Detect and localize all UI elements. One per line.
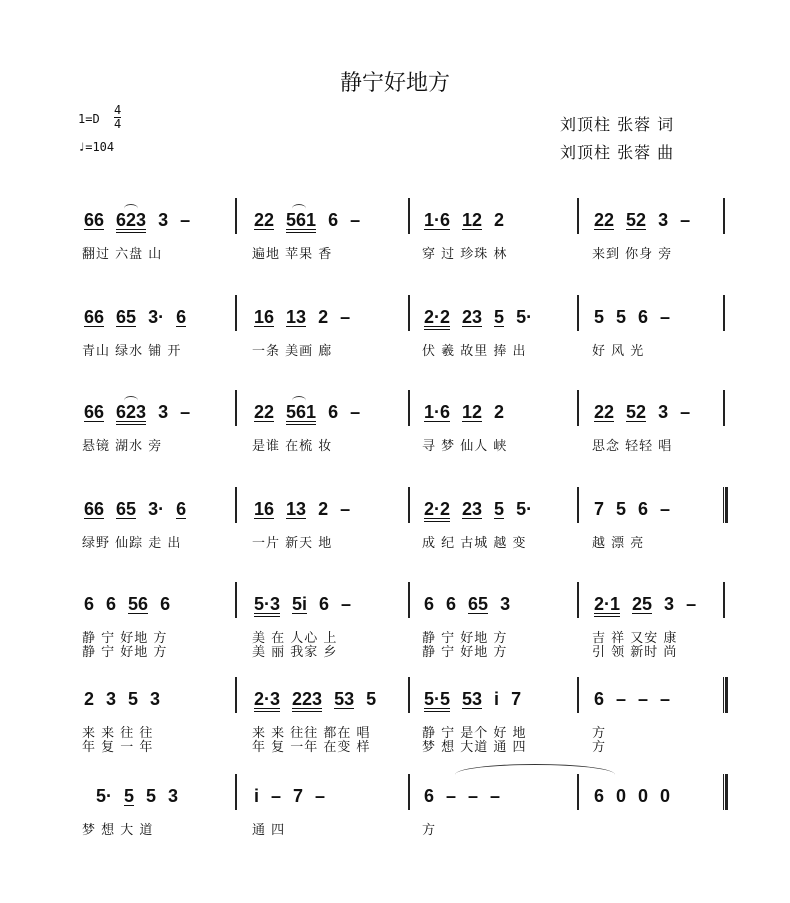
song-title: 静宁好地方: [339, 71, 450, 96]
note: 561: [286, 403, 316, 425]
lyric-line: 方: [592, 726, 607, 741]
note: 5·: [516, 307, 533, 327]
lyrics: [422, 537, 527, 551]
note: 5: [494, 499, 505, 519]
note: –: [638, 689, 649, 709]
note: 65: [116, 499, 137, 519]
measure: [424, 689, 533, 719]
lyric-line: 伏 羲 故里 捧 出: [422, 344, 527, 359]
barline: [408, 295, 410, 331]
note: 561: [286, 211, 316, 233]
lyric-line: 年 复 一 年: [82, 740, 154, 755]
note: 7: [293, 786, 304, 806]
note: 52: [626, 402, 647, 422]
barline: [235, 774, 237, 810]
note: 5i: [292, 594, 308, 614]
note: 5: [594, 307, 605, 327]
lyrics: [592, 248, 672, 262]
score-line: [0, 594, 790, 684]
note: 13: [286, 499, 307, 519]
note: 66: [84, 307, 105, 327]
measure: [96, 786, 190, 816]
lyric-line: 静 宁 是个 好 地: [422, 726, 527, 741]
slur-mark: [292, 396, 306, 405]
barline: [235, 390, 237, 426]
note: 5: [616, 499, 627, 519]
tie-mark: [455, 764, 615, 785]
note: 6: [328, 402, 339, 422]
note: –: [180, 402, 191, 422]
measure: [254, 594, 363, 624]
note: 0: [616, 786, 627, 806]
note: 7: [511, 689, 522, 709]
note: 5: [128, 689, 139, 709]
lyric-line: 青山 绿水 铺 开: [82, 344, 182, 359]
lyric-line: 美 丽 我家 乡: [252, 645, 338, 660]
lyric-line: 静 宁 好地 方: [422, 645, 508, 660]
lyricist-credit: 刘顶柱 张蓉 词: [560, 115, 675, 134]
note: 6: [160, 594, 171, 614]
note: 3·: [148, 499, 165, 519]
lyric-line: 思念 轻轻 唱: [592, 439, 673, 454]
lyric-line: 来 来 往 往: [82, 726, 154, 741]
score-line: [0, 210, 790, 300]
note: 16: [254, 499, 275, 519]
note: 5·: [516, 499, 533, 519]
lyrics: [82, 440, 162, 454]
note: –: [490, 786, 501, 806]
note: 2: [318, 499, 329, 519]
note: 2: [494, 402, 505, 422]
note: 12: [462, 210, 483, 230]
barline: [723, 582, 725, 618]
barline: [577, 390, 579, 426]
barline: [577, 198, 579, 234]
lyric-line: 通 四: [252, 823, 286, 838]
measure: [254, 689, 388, 719]
note: 6: [638, 307, 649, 327]
note: 3: [150, 689, 161, 709]
note: 66: [84, 210, 105, 230]
note: 65: [468, 594, 489, 614]
barline: [577, 295, 579, 331]
note: –: [686, 594, 697, 614]
lyrics: [592, 440, 672, 454]
measure: [84, 499, 198, 529]
barline: [408, 774, 410, 810]
barline: [235, 582, 237, 618]
barline: [408, 390, 410, 426]
note: 22: [594, 402, 615, 422]
measure: [594, 786, 682, 816]
lyric-line: 穿 过 珍珠 林: [422, 247, 508, 262]
lyric-line: 来到 你身 旁: [592, 247, 673, 262]
note: 52: [626, 210, 647, 230]
barline: [408, 582, 410, 618]
barline: [723, 390, 725, 426]
note: 12: [462, 402, 483, 422]
lyric-line: 来 来 往往 都在 唱: [252, 726, 371, 741]
measure: [424, 307, 544, 337]
note: 23: [462, 307, 483, 327]
measure: [84, 689, 172, 719]
quarter-note-icon: ♩: [78, 140, 86, 154]
lyric-line: 寻 梦 仙人 峡: [422, 439, 508, 454]
note: –: [660, 307, 671, 327]
score-line: [0, 402, 790, 492]
note: 3·: [148, 307, 165, 327]
note: 623: [116, 403, 146, 425]
lyric-line: 美 在 人心 上: [252, 631, 338, 646]
note: 22: [594, 210, 615, 230]
tempo-marking: [78, 140, 114, 154]
slur-mark: [292, 204, 306, 213]
lyrics: [592, 345, 644, 359]
note: 65: [116, 307, 137, 327]
lyrics: [82, 345, 181, 359]
lyric-line: 静 宁 好地 方: [422, 631, 508, 646]
lyric-line: 方: [422, 823, 437, 838]
barline: [577, 582, 579, 618]
lyric-line: 悬镜 湖水 旁: [82, 439, 163, 454]
lyric-line: 方: [592, 740, 607, 755]
note: 56: [128, 594, 149, 614]
measure: [254, 210, 372, 240]
note: 2·2: [424, 500, 450, 522]
barline: [235, 677, 237, 713]
note: 1·6: [424, 402, 451, 422]
note: –: [660, 689, 671, 709]
lyrics: [82, 632, 167, 660]
note: i: [254, 786, 260, 806]
note: 5·: [96, 786, 113, 806]
note: 66: [84, 499, 105, 519]
measure: [254, 786, 337, 816]
note: 2·1: [594, 595, 620, 617]
note: 2: [84, 689, 95, 709]
barline: [577, 677, 579, 713]
lyric-line: 翻过 六盘 山: [82, 247, 163, 262]
score-line: [0, 307, 790, 397]
barline: [235, 198, 237, 234]
note: –: [468, 786, 479, 806]
note: –: [350, 402, 361, 422]
measure: [424, 786, 512, 816]
lyric-line: 静 宁 好地 方: [82, 645, 168, 660]
note: –: [271, 786, 282, 806]
note: –: [616, 689, 627, 709]
note: 53: [334, 689, 355, 709]
note: 3: [500, 594, 511, 614]
note: 6: [594, 786, 605, 806]
barline: [723, 677, 728, 713]
lyric-line: 静 宁 好地 方: [82, 631, 168, 646]
note: 2·3: [254, 690, 280, 712]
note: 5: [124, 786, 135, 806]
lyric-line: 梦 想 大道 通 四: [422, 740, 527, 755]
note: –: [350, 210, 361, 230]
lyric-line: 引 领 新时 尚: [592, 645, 678, 660]
lyric-line: 是谁 在梳 妆: [252, 439, 333, 454]
note: –: [446, 786, 457, 806]
key-signature: 1=D: [78, 112, 100, 126]
note: 3: [658, 210, 669, 230]
measure: [84, 210, 202, 240]
lyrics: [252, 248, 332, 262]
lyric-line: 好 风 光: [592, 344, 645, 359]
measure: [424, 210, 516, 240]
lyrics: [252, 632, 337, 660]
score-line: [0, 499, 790, 589]
note: –: [340, 307, 351, 327]
note: 3: [158, 210, 169, 230]
note: 6: [176, 499, 187, 519]
lyric-line: 绿野 仙踪 走 出: [82, 536, 182, 551]
note: 5: [366, 689, 377, 709]
note: 5: [616, 307, 627, 327]
note: –: [680, 210, 691, 230]
barline: [235, 487, 237, 523]
note: i: [494, 689, 500, 709]
measure: [254, 402, 372, 432]
note: 6: [446, 594, 457, 614]
note: 2: [318, 307, 329, 327]
note: 23: [462, 499, 483, 519]
note: –: [180, 210, 191, 230]
lyric-line: 越 漂 亮: [592, 536, 645, 551]
measure: [594, 210, 702, 240]
lyrics: [422, 632, 507, 660]
lyric-line: 一条 美画 廊: [252, 344, 333, 359]
tempo-value: =104: [85, 140, 115, 154]
measure: [424, 594, 522, 624]
note: 7: [594, 499, 605, 519]
note: 223: [292, 690, 322, 712]
measure: [84, 594, 182, 624]
lyrics: [592, 727, 606, 755]
lyrics: [252, 440, 332, 454]
barline: [723, 295, 725, 331]
measure: [424, 402, 516, 432]
note: 3: [168, 786, 179, 806]
lyrics: [422, 248, 507, 262]
measure: [594, 402, 702, 432]
measure: [254, 499, 362, 529]
note: 3: [158, 402, 169, 422]
barline: [408, 487, 410, 523]
note: 53: [462, 689, 483, 709]
note: –: [340, 499, 351, 519]
measure: [84, 402, 202, 432]
note: 25: [632, 594, 653, 614]
barline: [235, 295, 237, 331]
time-top: 4: [114, 103, 122, 117]
note: 6: [84, 594, 95, 614]
note: 2: [494, 210, 505, 230]
lyrics: [592, 537, 644, 551]
measure: [594, 307, 682, 337]
note: –: [315, 786, 326, 806]
barline: [408, 677, 410, 713]
note: 6: [424, 786, 435, 806]
time-signature: [114, 104, 121, 131]
measure: [424, 499, 544, 529]
note: 6: [176, 307, 187, 327]
lyrics: [592, 632, 677, 660]
note: 6: [328, 210, 339, 230]
note: 2·2: [424, 308, 450, 330]
note: 623: [116, 211, 146, 233]
note: 22: [254, 210, 275, 230]
lyrics: [252, 727, 371, 755]
lyrics: [252, 537, 332, 551]
lyrics: [422, 727, 527, 755]
slur-mark: [124, 204, 138, 213]
time-bottom: 4: [114, 117, 122, 131]
note: –: [341, 594, 352, 614]
measure: [84, 307, 198, 337]
lyric-line: 一片 新天 地: [252, 536, 333, 551]
note: 6: [594, 689, 605, 709]
composer-credit: 刘顶柱 张蓉 曲: [560, 143, 675, 162]
note: 6: [424, 594, 435, 614]
note: 0: [638, 786, 649, 806]
lyrics: [82, 727, 153, 755]
lyric-line: 年 复 一年 在变 样: [252, 740, 371, 755]
note: 5: [146, 786, 157, 806]
barline: [723, 198, 725, 234]
lyrics: [82, 537, 181, 551]
note: 6: [319, 594, 330, 614]
note: –: [680, 402, 691, 422]
lyric-line: 梦 想 大 道: [82, 823, 154, 838]
lyrics: [422, 440, 507, 454]
note: –: [660, 499, 671, 519]
lyric-line: 成 纪 古城 越 变: [422, 536, 527, 551]
lyrics: [422, 345, 527, 359]
barline: [577, 487, 579, 523]
slur-mark: [124, 396, 138, 405]
measure: [594, 499, 682, 529]
note: 5·5: [424, 690, 450, 712]
lyrics: [252, 345, 332, 359]
note: 13: [286, 307, 307, 327]
measure: [594, 689, 682, 719]
note: 3: [658, 402, 669, 422]
note: 6: [106, 594, 117, 614]
note: 0: [660, 786, 671, 806]
score-line: [0, 689, 790, 779]
note: 6: [638, 499, 649, 519]
note: 3: [664, 594, 675, 614]
lyrics: [82, 248, 162, 262]
lyric-line: 吉 祥 又安 康: [592, 631, 678, 646]
score-line: [0, 786, 790, 876]
note: 5: [494, 307, 505, 327]
barline: [408, 198, 410, 234]
lyrics: [252, 824, 285, 838]
note: 22: [254, 402, 275, 422]
note: 66: [84, 402, 105, 422]
note: 5·3: [254, 595, 280, 617]
lyrics: [422, 824, 436, 838]
lyric-line: 遍地 苹果 香: [252, 247, 333, 262]
final-barline: [723, 774, 728, 810]
lyrics: [82, 824, 153, 838]
note: 1·6: [424, 210, 451, 230]
measure: [254, 307, 362, 337]
note: 16: [254, 307, 275, 327]
note: 3: [106, 689, 117, 709]
barline: [723, 487, 728, 523]
measure: [594, 594, 708, 624]
